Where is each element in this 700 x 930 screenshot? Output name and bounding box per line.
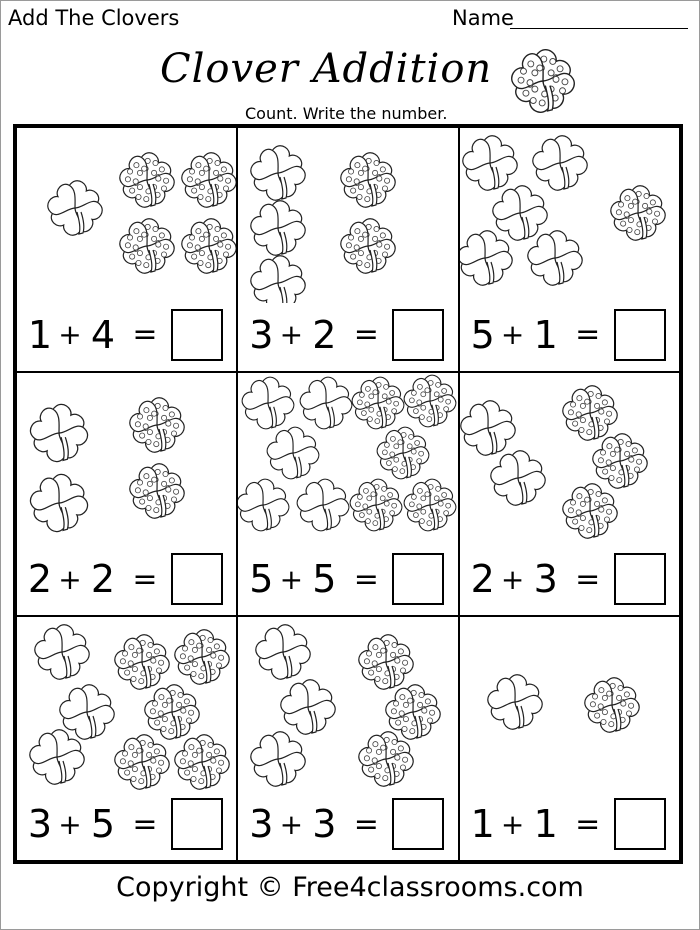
equals-sign: =	[353, 317, 379, 353]
equation	[466, 796, 666, 852]
dotted-clover-icon	[110, 730, 175, 792]
dotted-clover-icon	[346, 474, 408, 536]
plus-sign: +	[279, 562, 304, 596]
plain-clover-icon	[527, 131, 592, 196]
name-label: Name	[452, 6, 514, 30]
problem-grid	[13, 124, 683, 864]
problem-cell	[459, 616, 680, 861]
equation	[244, 796, 444, 852]
plus-sign: +	[279, 807, 304, 841]
problem-cell	[459, 127, 680, 372]
dotted-clover-icon	[354, 630, 419, 695]
dotted-clover-icon	[579, 673, 644, 738]
equals-sign: =	[575, 317, 601, 353]
name-line	[510, 28, 688, 29]
problem-cell	[237, 127, 458, 372]
equals-sign: =	[575, 806, 601, 842]
dotted-clover-icon	[336, 214, 401, 279]
answer-box[interactable]	[614, 798, 666, 850]
dotted-clover-icon	[140, 680, 205, 745]
answer-box[interactable]	[171, 309, 223, 361]
equation	[244, 551, 444, 607]
plain-clover-icon	[246, 727, 311, 792]
addend-1: 5	[470, 312, 495, 357]
clover-group	[460, 373, 680, 548]
equals-sign: =	[575, 561, 601, 597]
plus-sign: +	[58, 562, 82, 596]
equals-sign: =	[353, 561, 379, 597]
equation	[23, 551, 223, 607]
clover-group	[238, 128, 458, 303]
dotted-clover-icon	[170, 625, 235, 690]
plain-clover-icon	[460, 131, 522, 196]
worksheet-title: Add The Clovers	[8, 6, 180, 30]
equation	[244, 307, 444, 363]
plus-sign: +	[279, 318, 304, 352]
plain-clover-icon	[25, 399, 93, 467]
answer-box[interactable]	[614, 309, 666, 361]
equals-sign: =	[132, 561, 158, 597]
equation	[466, 551, 666, 607]
plain-clover-icon	[263, 422, 325, 484]
problem-cell	[16, 127, 237, 372]
plain-clover-icon	[246, 141, 311, 206]
equation	[23, 307, 223, 363]
addend-1: 2	[27, 557, 53, 602]
dotted-clover-icon	[177, 148, 237, 213]
plus-sign: +	[500, 562, 525, 596]
plain-clover-icon	[251, 620, 316, 685]
plain-clover-icon	[246, 251, 311, 303]
plain-clover-icon	[276, 675, 341, 740]
clover-group	[17, 373, 237, 548]
dotted-clover-icon	[400, 474, 459, 536]
plain-clover-icon	[296, 373, 358, 434]
plus-sign: +	[58, 807, 82, 841]
plain-clover-icon	[30, 620, 95, 685]
copyright: Copyright © Free4classrooms.com	[116, 872, 584, 903]
answer-box[interactable]	[392, 553, 444, 605]
answer-box[interactable]	[171, 798, 223, 850]
plain-clover-icon	[43, 176, 108, 241]
dotted-clover-icon	[373, 422, 435, 484]
instructions: Count. Write the number.	[245, 104, 448, 123]
clover-group	[238, 617, 458, 792]
equals-sign: =	[132, 806, 158, 842]
plain-clover-icon	[238, 474, 294, 536]
dotted-clover-icon	[336, 148, 401, 213]
answer-box[interactable]	[171, 553, 223, 605]
addend-2: 5	[312, 557, 337, 602]
equation	[466, 307, 666, 363]
dotted-clover-icon	[400, 373, 459, 432]
answer-box[interactable]	[392, 309, 444, 361]
page-title: Clover Addition	[160, 46, 493, 92]
plus-sign: +	[58, 318, 82, 352]
dotted-clover-icon	[125, 458, 190, 523]
clover-group	[238, 373, 458, 548]
addend-2: 3	[533, 557, 558, 602]
answer-box[interactable]	[392, 798, 444, 850]
addend-1: 2	[470, 557, 495, 602]
dotted-clover-icon	[110, 630, 175, 695]
addend-2: 2	[312, 312, 337, 357]
addend-2: 3	[312, 802, 337, 846]
addend-1: 3	[27, 802, 53, 846]
equals-sign: =	[132, 317, 158, 353]
problem-cell	[237, 616, 458, 861]
plain-clover-icon	[460, 395, 520, 460]
dotted-clover-icon	[125, 392, 190, 457]
addend-2: 5	[90, 802, 116, 846]
plain-clover-icon	[238, 373, 299, 434]
dotted-clover-icon	[557, 478, 622, 543]
plus-sign: +	[500, 318, 525, 352]
problem-cell	[237, 372, 458, 617]
plus-sign: +	[500, 807, 525, 841]
addend-2: 4	[90, 312, 116, 357]
addend-1: 3	[249, 312, 274, 357]
clover-group	[460, 128, 680, 303]
clover-group	[17, 128, 237, 303]
dotted-clover-icon	[177, 214, 237, 279]
dotted-clover-icon	[115, 148, 180, 213]
clover-group	[460, 617, 680, 792]
equals-sign: =	[353, 806, 379, 842]
addend-2: 1	[533, 802, 558, 846]
addend-2: 1	[533, 312, 558, 357]
dotted-clover-icon	[115, 214, 180, 279]
plain-clover-icon	[485, 445, 550, 510]
problem-cell	[459, 372, 680, 617]
plain-clover-icon	[246, 196, 311, 261]
clover-group	[17, 617, 237, 792]
problem-cell	[16, 616, 237, 861]
problem-cell	[16, 372, 237, 617]
addend-1: 1	[470, 802, 495, 846]
addend-1: 1	[27, 312, 53, 357]
dotted-clover-icon	[170, 730, 235, 792]
dotted-clover-icon	[348, 373, 410, 434]
addend-1: 3	[249, 802, 274, 846]
addend-1: 5	[249, 557, 274, 602]
plain-clover-icon	[482, 670, 547, 735]
addend-2: 2	[90, 557, 116, 602]
dotted-clover-icon	[557, 380, 622, 445]
plain-clover-icon	[293, 474, 355, 536]
answer-box[interactable]	[614, 553, 666, 605]
equation	[23, 796, 223, 852]
dotted-clover-icon	[508, 46, 578, 116]
dotted-clover-icon	[605, 181, 670, 246]
plain-clover-icon	[25, 469, 93, 537]
